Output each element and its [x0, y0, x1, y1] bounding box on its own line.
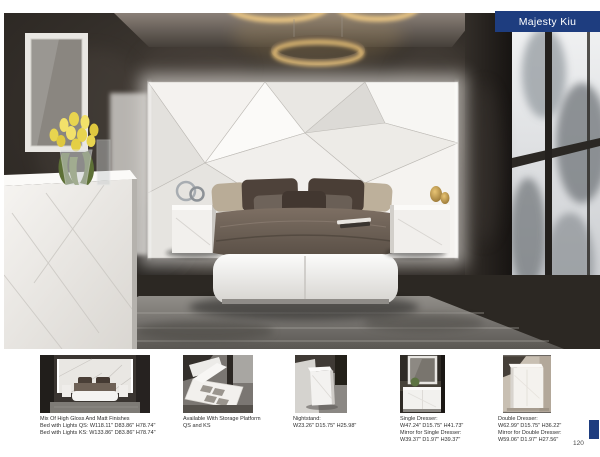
caption-nightstand — [293, 416, 356, 430]
thumbnail-storage-platform — [183, 355, 253, 413]
corner-tab-square — [589, 420, 599, 439]
caption-line: W47.24" D15.75" H41.73" — [400, 423, 464, 429]
duvet — [213, 208, 393, 261]
caption-line: Available With Storage Platform — [183, 416, 261, 422]
caption-line: Mirror for Single Dresser: — [400, 430, 462, 436]
hero-image — [4, 13, 600, 349]
caption-line: Mix Of High Gloss And Matt Finishes — [40, 416, 130, 422]
caption-single-dresser — [400, 416, 463, 444]
thumbnail-single-dresser — [400, 355, 445, 413]
caption-line: W39.37" D1.97" H39.37" — [400, 437, 461, 443]
thumbnail-nightstand-image — [295, 355, 347, 413]
thumbnail-nightstand — [295, 355, 347, 413]
bed — [189, 178, 419, 320]
thumbnail-double-dresser-image — [503, 355, 551, 413]
thumbnail-double-dresser — [503, 355, 551, 413]
collection-title: Majesty Kiu — [518, 15, 577, 28]
collection-title-banner — [495, 11, 600, 32]
thumbnail-storage-image — [183, 355, 253, 413]
caption-storage-platform — [183, 416, 261, 430]
caption-line: W62.99" D15.75" H36.22" — [498, 423, 562, 429]
caption-line: Nightstand: — [293, 416, 321, 422]
thumbnail-bed-image — [40, 355, 150, 413]
caption-line: Bed with Lights QS: W118.11" D83.86" H78.74" — [40, 423, 156, 429]
caption-line: Mirror for Double Dresser: — [498, 430, 562, 436]
caption-line: W23.26" D15.75" H25.98" — [293, 423, 357, 429]
caption-line: W59.06" D1.97" H27.56" — [498, 437, 559, 443]
caption-line: QS and KS — [183, 423, 211, 429]
thumbnail-bed-with-lights — [40, 355, 150, 413]
page-number: 120 — [573, 440, 584, 447]
caption-line: Single Dresser: — [400, 416, 438, 422]
caption-line: Bed with Lights KS: W133.86" D83.86" H78.74" — [40, 430, 156, 436]
dresser — [4, 170, 137, 349]
caption-double-dresser — [498, 416, 562, 444]
thumbnail-single-dresser-image — [400, 355, 445, 413]
caption-bed-with-lights — [40, 416, 156, 437]
caption-line: Double Dresser: — [498, 416, 538, 422]
